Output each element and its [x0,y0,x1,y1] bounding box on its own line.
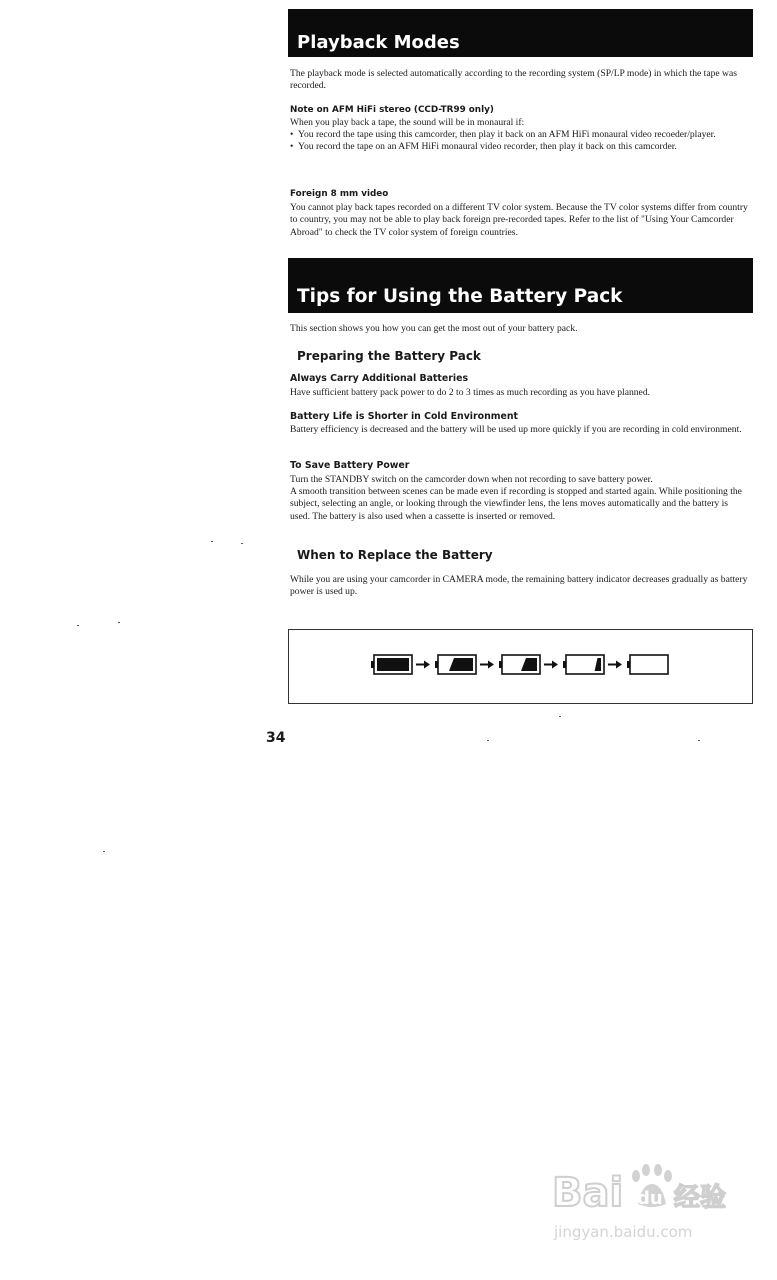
playback-modes-banner [288,9,753,57]
svg-text:Bai: Bai [552,1170,624,1216]
battery-tips-banner [288,258,753,313]
battery-charge-fill [449,658,473,671]
foreign-video-heading: Foreign 8 mm video [290,189,389,199]
battery-icon [435,655,476,674]
baidu-watermark-url: jingyan.baidu.com [554,1223,693,1241]
save-power-heading: To Save Battery Power [290,460,410,471]
svg-text:经验: 经验 [674,1183,727,1213]
foreign-video-text: You cannot play back tapes recorded on a different TV color system. Because the TV color systems differ from country to country, you may not be able to play back foreign pre-recorded tapes. Refer to the list of "Using Your Camcorder Abroad" to check the TV color system of foreign countries. [290,202,748,238]
scan-speck [77,625,79,626]
scan-speck [211,541,213,542]
battery-intro: This section shows you how you can get the most out of your battery pack. [290,323,578,334]
battery-charge-fill [521,658,537,671]
scan-speck [487,740,489,741]
afm-hifi-bullet: • You record the tape on an AFM HiFi monaural video recorder, then play it back on this camcorder. [290,141,740,153]
replace-battery-text: While you are using your camcorder in CAMERA mode, the remaining battery indicator decreases gradually as battery power is used up. [290,574,748,598]
battery-icon [627,655,668,674]
page-number: 34 [266,730,286,746]
carry-batteries-heading: Always Carry Additional Batteries [290,373,469,384]
arrow-right-icon [416,661,430,669]
battery-charge-fill [595,658,601,671]
save-power-text-1: Turn the STANDBY switch on the camcorder down when not recording to save battery power. [290,474,653,485]
cold-environment-heading: Battery Life is Shorter in Cold Environment [290,411,519,422]
carry-batteries-text: Have sufficient battery pack power to do 2 to 3 times as much recording as you have planned. [290,387,651,398]
cold-environment-text: Battery efficiency is decreased and the battery will be used up more quickly if you are recording in cold environment. [290,424,742,435]
save-power-text-2: A smooth transition between scenes can be made even if recording is stopped and started again. While positioning the subject, selecting an angle, or looking through the viewfinder lens, the lens moves automatically and the battery is used. The battery is also used when a cassette is inserted or removed. [290,486,742,522]
arrow-right-icon [544,661,558,669]
afm-hifi-heading: Note on AFM HiFi stereo (CCD-TR99 only) [290,105,494,115]
battery-icon [499,655,540,674]
baidu-logo-icon [552,1160,732,1220]
svg-text:du: du [637,1188,663,1209]
afm-hifi-bullet-list [290,129,740,154]
battery-icon [371,655,412,674]
scan-speck [103,851,105,852]
preparing-battery-heading: Preparing the Battery Pack [297,349,481,363]
scan-speck [118,622,120,623]
afm-hifi-bullet: • You record the tape using this camcorder, then play it back on an AFM HiFi monaural video recoeder/player. [290,129,740,141]
baidu-watermark [552,1160,732,1250]
playback-intro: The playback mode is selected automatically according to the recording system (SP/LP mode) in which the tape was recorded. [290,68,737,92]
arrow-right-icon [480,661,494,669]
battery-tips-title: Tips for Using the Battery Pack [297,286,623,307]
battery-icon [563,655,604,674]
scan-speck [698,740,700,741]
battery-indicator-figure [288,629,753,704]
replace-battery-heading: When to Replace the Battery [297,548,493,562]
scan-speck [241,543,243,544]
scan-speck [559,716,561,717]
arrow-right-icon [608,661,622,669]
battery-charge-fill [377,658,409,671]
playback-modes-title: Playback Modes [297,32,460,53]
battery-indicator-sequence [370,653,670,677]
afm-hifi-lead: When you play back a tape, the sound will be in monaural if: [290,117,525,128]
